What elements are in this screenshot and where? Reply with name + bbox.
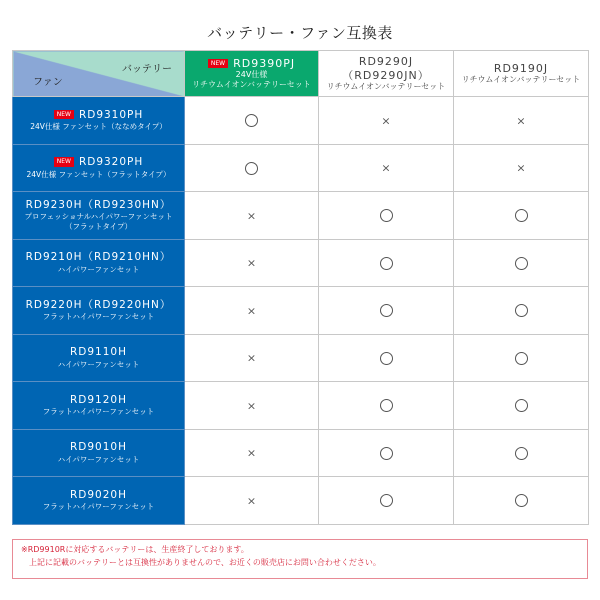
compat-cell xyxy=(319,192,454,240)
compat-cell xyxy=(454,192,589,240)
compatible-mark xyxy=(380,352,393,365)
fan-desc: フラットハイパワーファンセット xyxy=(42,502,155,512)
fan-model-text: RD9310PH xyxy=(78,108,144,121)
compatibility-table xyxy=(12,50,589,525)
fan-desc: 24V仕様 ファンセット（ななめタイプ） xyxy=(30,122,167,132)
fan-model xyxy=(13,394,184,408)
compat-cell xyxy=(319,382,454,430)
battery-model xyxy=(185,57,318,71)
fan-model xyxy=(13,346,184,360)
incompatible-mark: × xyxy=(516,161,526,175)
fan-desc: フラットハイパワーファンセット xyxy=(42,407,155,417)
compat-cell xyxy=(185,287,319,335)
fan-header xyxy=(13,144,185,192)
compat-cell xyxy=(319,429,454,477)
incompatible-mark: × xyxy=(246,446,257,460)
fan-model-text: RD9230H（RD9230HN） xyxy=(25,198,172,211)
fan-model-text: RD9120H xyxy=(70,393,127,406)
fan-model xyxy=(13,441,184,455)
fan-header xyxy=(13,239,185,287)
compat-cell xyxy=(319,144,454,192)
notice-box xyxy=(12,539,588,579)
battery-model: RD9290J（RD9290JN） xyxy=(342,54,430,82)
compat-cell xyxy=(319,97,454,145)
fan-desc: ハイパワーファンセット xyxy=(57,264,140,274)
compat-cell xyxy=(185,239,319,287)
fan-model-text: RD9220H（RD9220HN） xyxy=(25,298,172,311)
battery-spec: 24V仕様 xyxy=(235,70,268,80)
compatible-mark xyxy=(380,304,393,317)
fan-desc: プロフェッショナルハイパワーファンセット xyxy=(24,212,173,222)
fan-model xyxy=(13,109,184,123)
notice-line-2: 上記に記載のバッテリーとは互換性がありませんので、お近くの販売店にお問い合わせください。 xyxy=(29,557,381,567)
compat-cell xyxy=(454,97,589,145)
compatible-mark xyxy=(515,352,528,365)
compat-cell xyxy=(319,477,454,525)
compatible-mark xyxy=(380,257,393,270)
fan-header xyxy=(13,287,185,335)
new-badge: NEW xyxy=(208,59,228,69)
battery-header-rd9290j xyxy=(319,51,454,97)
fan-header xyxy=(13,334,185,382)
incompatible-mark: × xyxy=(246,399,257,412)
compatible-mark xyxy=(380,209,393,222)
fan-model-text: RD9010H xyxy=(70,441,127,454)
compat-cell xyxy=(454,239,589,287)
compatible-mark xyxy=(515,257,528,270)
fan-row xyxy=(13,382,589,430)
fan-row xyxy=(13,477,589,525)
fan-desc-line-2: （フラットタイプ） xyxy=(64,222,133,232)
compat-cell xyxy=(319,239,454,287)
compat-cell xyxy=(454,144,589,192)
compat-cell xyxy=(454,287,589,335)
compatible-mark xyxy=(380,399,393,412)
fan-desc: フラットハイパワーファンセット xyxy=(42,312,155,322)
corner-battery-label: バッテリー xyxy=(122,64,172,75)
compat-cell xyxy=(454,334,589,382)
fan-row xyxy=(13,334,589,382)
fan-model-text: RD9210H（RD9210HN） xyxy=(25,251,172,264)
compat-cell xyxy=(185,382,319,430)
fan-header xyxy=(13,97,185,145)
compat-cell xyxy=(185,97,319,145)
compat-cell xyxy=(185,192,319,240)
fan-model xyxy=(13,199,184,213)
fan-desc: ハイパワーファンセット xyxy=(57,454,140,464)
incompatible-mark: × xyxy=(246,351,257,365)
fan-model xyxy=(13,251,184,265)
compatible-mark xyxy=(515,304,528,317)
fan-model xyxy=(13,156,184,170)
compatible-mark xyxy=(380,447,393,460)
fan-model xyxy=(13,489,184,503)
fan-model-text: RD9020H xyxy=(70,488,127,501)
compat-cell xyxy=(454,382,589,430)
fan-desc: 24V仕様 ファンセット（フラットタイプ） xyxy=(26,169,171,179)
incompatible-mark: × xyxy=(246,494,257,507)
fan-row xyxy=(13,144,589,192)
battery-header-rd9190j xyxy=(454,51,589,97)
corner-fan-label: ファン xyxy=(33,77,63,88)
incompatible-mark: × xyxy=(246,256,257,270)
battery-header-rd9390pj xyxy=(185,51,319,97)
battery-desc: リチウムイオンバッテリーセット xyxy=(461,75,581,85)
compatible-mark xyxy=(380,494,393,507)
fan-row xyxy=(13,287,589,335)
fan-model xyxy=(13,299,184,313)
battery-desc: リチウムイオンバッテリーセット xyxy=(326,82,446,92)
compatible-mark xyxy=(245,114,258,127)
compat-cell xyxy=(185,334,319,382)
fan-header xyxy=(13,477,185,525)
new-badge: NEW xyxy=(54,157,74,167)
incompatible-mark: × xyxy=(381,114,391,127)
compatible-mark xyxy=(515,447,528,460)
page-title: バッテリー・ファン互換表 xyxy=(207,24,393,42)
incompatible-mark: × xyxy=(246,209,257,222)
battery-model-text: RD9390PJ xyxy=(233,56,296,70)
fan-desc: ハイパワーファンセット xyxy=(57,359,140,369)
fan-header xyxy=(13,192,185,240)
compat-cell xyxy=(454,477,589,525)
compat-cell xyxy=(319,287,454,335)
compatible-mark xyxy=(515,399,528,412)
battery-desc: リチウムイオンバッテリーセット xyxy=(192,80,311,90)
fan-model-text: RD9320PH xyxy=(78,156,144,169)
incompatible-mark: × xyxy=(246,304,257,317)
fan-row xyxy=(13,192,589,240)
compat-cell xyxy=(185,429,319,477)
compat-cell xyxy=(319,334,454,382)
incompatible-mark: × xyxy=(516,114,526,127)
compat-cell xyxy=(185,477,319,525)
incompatible-mark: × xyxy=(381,161,391,175)
fan-row xyxy=(13,239,589,287)
compatible-mark xyxy=(515,209,528,222)
notice-line-1: ※RD9910Rに対応するバッテリーは、生産終了しております。 xyxy=(21,545,249,554)
header-row xyxy=(13,51,589,97)
corner-header xyxy=(13,51,185,97)
fan-header xyxy=(13,429,185,477)
fan-model-text: RD9110H xyxy=(70,346,127,359)
fan-header xyxy=(13,382,185,430)
compat-cell xyxy=(454,429,589,477)
compatible-mark xyxy=(515,494,528,507)
battery-model: RD9190J xyxy=(493,61,549,75)
compat-cell xyxy=(185,144,319,192)
new-badge: NEW xyxy=(54,110,74,120)
compatible-mark xyxy=(245,162,258,175)
fan-row xyxy=(13,97,589,145)
fan-row xyxy=(13,429,589,477)
